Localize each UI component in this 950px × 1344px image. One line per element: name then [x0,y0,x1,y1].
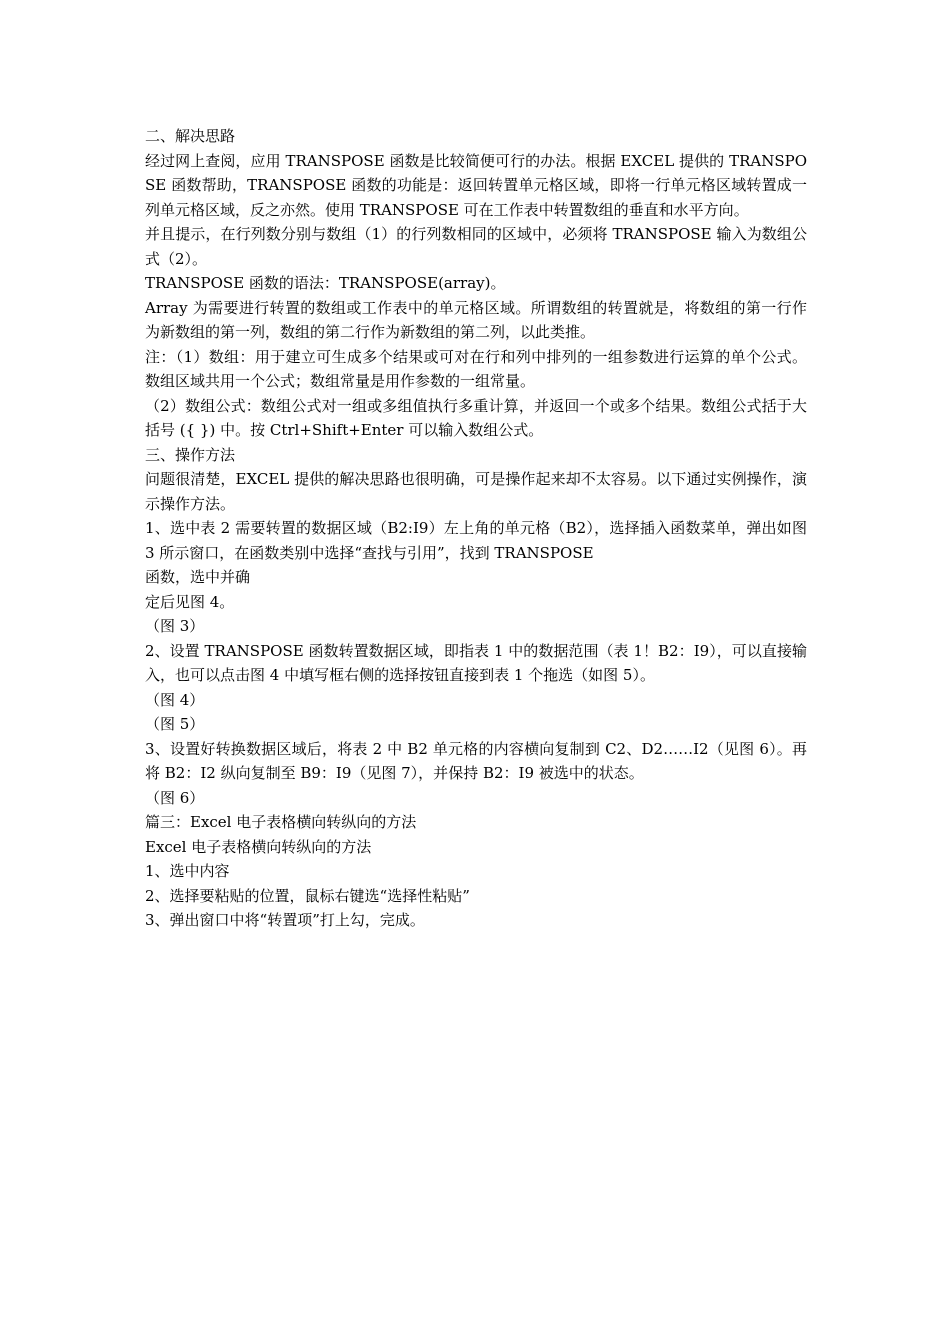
list-item: 2、选择要粘贴的位置，鼠标右键选“选择性粘贴” [145,886,470,905]
paragraph: 注：（1）数组：用于建立可生成多个结果或可对在行和列中排列的一组参数进行运算的单个公式。数组区域共用一个公式；数组常量是用作参数的一组常量。 [145,347,807,390]
paragraph: 定后见图 4。 [145,592,235,611]
step-3-paragraph: 3、设置好转换数据区域后，将表 2 中 B2 单元格的内容横向复制到 C2、D2……I2（见图 6）。再将 B2：I2 纵向复制至 B9：I9（见图 7），并保持 B2：I9 被选中的状态。 [145,739,807,782]
figure-caption: （图 4） [145,690,205,709]
figure-caption: （图 5） [145,715,205,733]
list-item: 1、选中内容 [145,862,230,880]
section-heading-method: 三、操作方法 [145,445,236,464]
figure-caption: （图 6） [145,788,205,807]
paragraph: 经过网上查阅，应用 TRANSPOSE 函数是比较简便可行的办法。根据 EXCEL 提供的 TRANSPOSE 函数帮助，TRANSPOSE 函数的功能是：返回转置单元格区域，即将一行单元格区域转置成一列单元格区域，反之亦然。使用 TRANSPOSE 可在工作表中转置数组的垂直和水平方向。 [145,151,807,219]
paragraph: TRANSPOSE 函数的语法：TRANSPOSE(array)。 [145,274,506,292]
step-1-paragraph: 1、选中表 2 需要转置的数据区域（B2:I9）左上角的单元格（B2），选择插入函数菜单，弹出如图 3 所示窗口，在函数类别中选择“查找与引用”，找到 TRANSPOSE [145,519,807,562]
paragraph: （2）数组公式：数组公式对一组或多组值执行多重计算，并返回一个或多个结果。数组公式括于大括号 ({ }) 中。按 Ctrl+Shift+Enter 可以输入数组公式。 [145,396,807,439]
paragraph: 并且提示，在行列数分别与数组（1）的行列数相同的区域中，必须将 TRANSPOSE 输入为数组公式（2）。 [145,225,807,268]
step-2-paragraph: 2、设置 TRANSPOSE 函数转置数据区域，即指表 1 中的数据范围（表 1！B2：I9），可以直接输入，也可以点击图 4 中填写框右侧的选择按钮直接到表 1 个拖选（如图 5）。 [145,641,807,684]
document-body [145,124,807,933]
paragraph: 问题很清楚，EXCEL 提供的解决思路也很明确，可是操作起来却不太容易。以下通过实例操作，演示操作方法。 [145,470,807,513]
section-heading-solution: 二、解决思路 [145,127,236,145]
paragraph: Array 为需要进行转置的数组或工作表中的单元格区域。所谓数组的转置就是，将数组的第一行作为新数组的第一列，数组的第二行作为新数组的第二列，以此类推。 [145,298,807,341]
paragraph: 函数，选中并确 [145,568,251,586]
chapter-heading: 篇三：Excel 电子表格横向转纵向的方法 [145,813,417,831]
list-item: 3、弹出窗口中将“转置项”打上勾，完成。 [145,911,425,929]
subtitle: Excel 电子表格横向转纵向的方法 [145,837,372,856]
figure-caption: （图 3） [145,617,205,635]
